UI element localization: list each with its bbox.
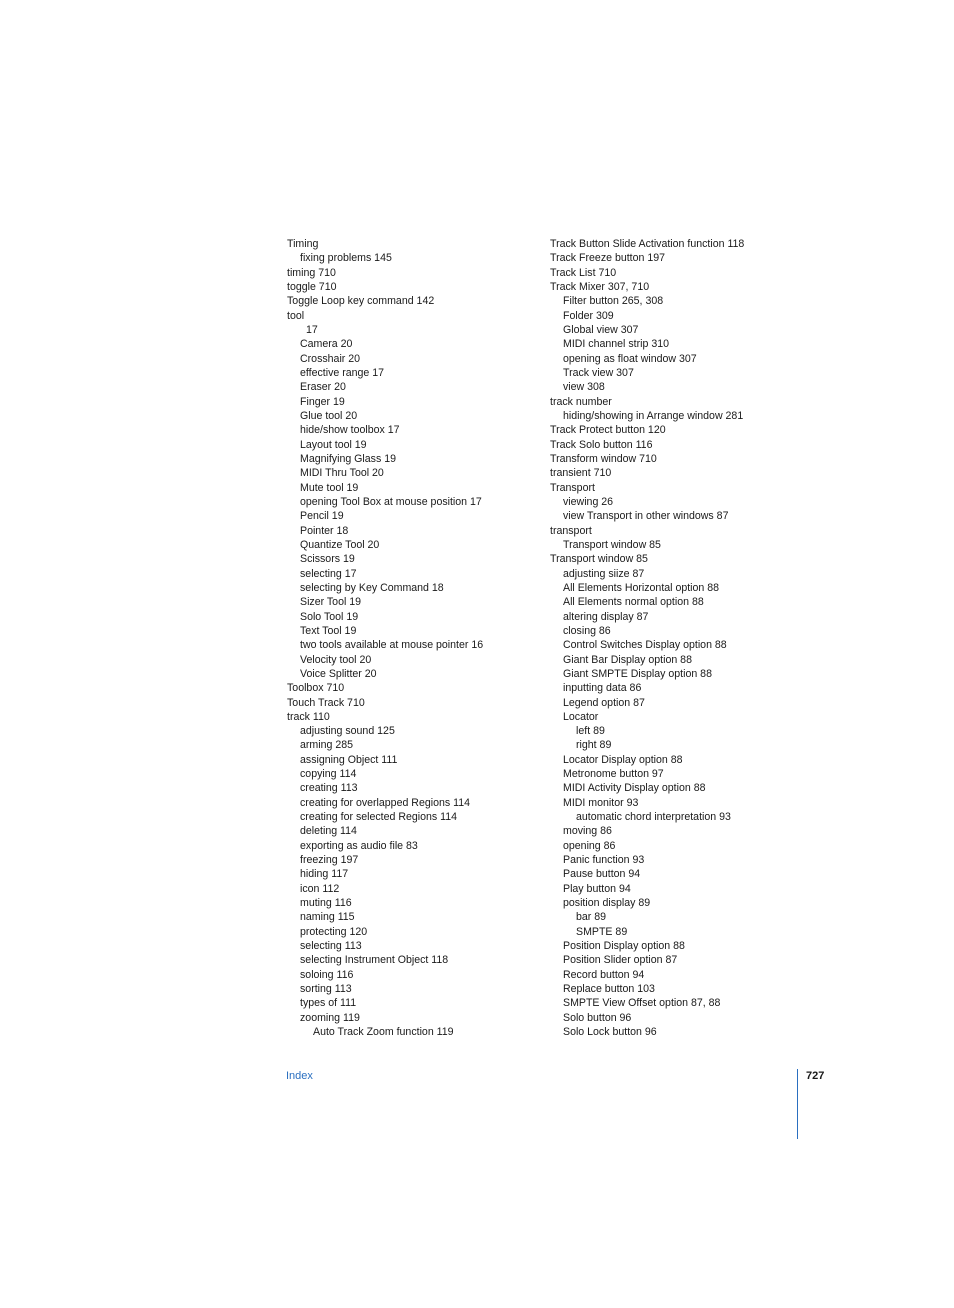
index-entry: adjusting sound 125 <box>300 725 395 738</box>
index-entry: Pointer 18 <box>300 524 349 537</box>
index-entry: Solo button 96 <box>563 1011 632 1024</box>
index-entry: Transform window 710 <box>550 452 657 465</box>
index-entry: Locator Display option 88 <box>563 753 683 766</box>
index-entry: Play button 94 <box>563 882 631 895</box>
index-entry: Position Display option 88 <box>563 940 685 953</box>
index-entry: MIDI Activity Display option 88 <box>563 782 706 795</box>
index-entry: MIDI channel strip 310 <box>563 338 669 351</box>
index-entry: zooming 119 <box>300 1011 360 1024</box>
index-entry: Toolbox 710 <box>287 682 345 695</box>
index-entry: creating for selected Regions 114 <box>300 811 458 824</box>
index-entry: Toggle Loop key command 142 <box>287 295 435 308</box>
index-entry: timing 710 <box>287 266 336 279</box>
index-entry: automatic chord interpretation 93 <box>576 811 731 824</box>
index-entry: transport <box>550 524 592 537</box>
index-column-right <box>550 237 800 1039</box>
index-entry: Track view 307 <box>563 366 634 379</box>
index-entry: Sizer Tool 19 <box>300 596 362 609</box>
index-entry: effective range 17 <box>300 366 385 379</box>
index-entry: Metronome button 97 <box>563 768 664 781</box>
index-entry: Velocity tool 20 <box>300 653 372 666</box>
index-entry: 17 <box>306 323 318 336</box>
index-entry: soloing 116 <box>300 968 354 981</box>
index-entry: Glue tool 20 <box>300 409 358 422</box>
index-entry: icon 112 <box>300 882 340 895</box>
index-entry: view Transport in other windows 87 <box>563 510 729 523</box>
index-entry: moving 86 <box>563 825 612 838</box>
index-entry: selecting 113 <box>300 940 362 953</box>
index-entry: Solo Lock button 96 <box>563 1026 657 1039</box>
index-entry: Record button 94 <box>563 968 645 981</box>
index-entry: position display 89 <box>563 897 651 910</box>
index-entry: Auto Track Zoom function 119 <box>313 1026 454 1039</box>
index-entry: Mute tool 19 <box>300 481 359 494</box>
index-entry: transient 710 <box>550 467 612 480</box>
index-entry: Voice Splitter 20 <box>300 667 377 680</box>
index-entry: All Elements normal option 88 <box>563 596 704 609</box>
index-entry: Control Switches Display option 88 <box>563 639 727 652</box>
index-entry: Track Freeze button 197 <box>550 252 666 265</box>
index-entry: opening Tool Box at mouse position 17 <box>300 495 482 508</box>
index-column-left <box>287 237 527 1039</box>
index-entry: Touch Track 710 <box>287 696 365 709</box>
index-entry: inputting data 86 <box>563 682 642 695</box>
index-entry: MIDI Thru Tool 20 <box>300 467 384 480</box>
footer-divider <box>797 1069 798 1139</box>
index-entry: left 89 <box>576 725 605 738</box>
index-entry: All Elements Horizontal option 88 <box>563 581 720 594</box>
index-entry: types of 111 <box>300 997 357 1010</box>
index-entry: exporting as audio file 83 <box>300 839 418 852</box>
index-entry: Giant SMPTE Display option 88 <box>563 667 712 680</box>
index-entry: Crosshair 20 <box>300 352 361 365</box>
index-entry: selecting Instrument Object 118 <box>300 954 449 967</box>
index-entry: track 110 <box>287 710 330 723</box>
index-entry: naming 115 <box>300 911 355 924</box>
index-entry: Panic function 93 <box>563 854 645 867</box>
index-entry: Camera 20 <box>300 338 353 351</box>
index-entry: Magnifying Glass 19 <box>300 452 396 465</box>
footer-section-label: Index <box>286 1070 313 1082</box>
index-entry: Layout tool 19 <box>300 438 367 451</box>
index-entry: Transport window 85 <box>563 538 661 551</box>
index-entry: protecting 120 <box>300 925 368 938</box>
index-entry: Locator <box>563 710 599 723</box>
index-entry: SMPTE 89 <box>576 925 628 938</box>
index-entry: hide/show toolbox 17 <box>300 424 400 437</box>
index-entry: Global view 307 <box>563 323 639 336</box>
index-entry: closing 86 <box>563 624 611 637</box>
index-entry: adjusting siize 87 <box>563 567 645 580</box>
index-entry: selecting by Key Command 18 <box>300 581 444 594</box>
index-entry: tool <box>287 309 305 322</box>
index-entry: Quantize Tool 20 <box>300 538 380 551</box>
index-entry: assigning Object 111 <box>300 753 398 766</box>
index-entry: creating for overlapped Regions 114 <box>300 796 471 809</box>
index-entry: arming 285 <box>300 739 353 752</box>
index-entry: Track Solo button 116 <box>550 438 653 451</box>
index-entry: hiding/showing in Arrange window 281 <box>563 409 744 422</box>
index-entry: Track Mixer 307, 710 <box>550 280 650 293</box>
index-entry: opening 86 <box>563 839 616 852</box>
index-entry: Filter button 265, 308 <box>563 295 664 308</box>
index-entry: Replace button 103 <box>563 983 655 996</box>
index-entry: Scissors 19 <box>300 553 355 566</box>
index-entry: SMPTE View Offset option 87, 88 <box>563 997 721 1010</box>
page-number: 727 <box>806 1070 825 1082</box>
index-entry: Transport <box>550 481 595 494</box>
index-entry: opening as float window 307 <box>563 352 697 365</box>
index-entry: Finger 19 <box>300 395 345 408</box>
index-entry: creating 113 <box>300 782 358 795</box>
index-entry: altering display 87 <box>563 610 649 623</box>
index-entry: fixing problems 145 <box>300 252 392 265</box>
index-entry: Position Slider option 87 <box>563 954 678 967</box>
index-entry: Eraser 20 <box>300 381 346 394</box>
index-entry: Timing <box>287 238 319 250</box>
index-entry: viewing 26 <box>563 495 614 508</box>
index-entry: Folder 309 <box>563 309 614 322</box>
index-entry: deleting 114 <box>300 825 357 838</box>
index-entry: Text Tool 19 <box>300 624 357 637</box>
index-entry: copying 114 <box>300 768 357 781</box>
index-entry: sorting 113 <box>300 983 352 996</box>
index-entry: Track Protect button 120 <box>550 424 666 437</box>
index-entry: selecting 17 <box>300 567 357 580</box>
index-entry: toggle 710 <box>287 280 337 293</box>
index-entry: bar 89 <box>576 911 607 924</box>
index-entry: MIDI monitor 93 <box>563 796 639 809</box>
index-entry: two tools available at mouse pointer 16 <box>300 639 484 652</box>
index-entry: Legend option 87 <box>563 696 645 709</box>
index-entry: Track Button Slide Activation function 118 <box>550 238 745 250</box>
index-entry: right 89 <box>576 739 612 752</box>
index-entry: hiding 117 <box>300 868 349 881</box>
index-entry: muting 116 <box>300 897 352 910</box>
index-entry: Solo Tool 19 <box>300 610 359 623</box>
index-entry: view 308 <box>563 381 605 394</box>
index-entry: Transport window 85 <box>550 553 648 566</box>
index-entry: Giant Bar Display option 88 <box>563 653 692 666</box>
index-entry: Pause button 94 <box>563 868 641 881</box>
index-entry: Track List 710 <box>550 266 617 279</box>
index-entry: freezing 197 <box>300 854 359 867</box>
index-entry: Pencil 19 <box>300 510 344 523</box>
index-entry: track number <box>550 395 612 408</box>
